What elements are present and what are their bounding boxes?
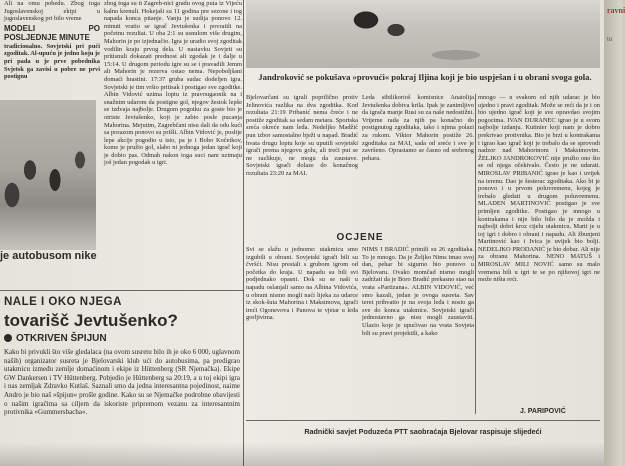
crowd-photo	[0, 100, 96, 250]
column-four-top	[362, 94, 474, 229]
left-body: tradicionalno. Sovjetski pri pući zgoditak. Al-upuću je jedno koju je pri pada u je prve pobednika Svjetsk ga zavisi u pobre ne prvi postignu	[4, 42, 100, 81]
story-headline: tovarišč Jevtušenko?	[4, 311, 178, 330]
column-three-top-body: Bjelovarčani su igrali poprilično protiv Jelinovića razlika na dva zgoditka. Kod rezultata 21:19 Pribanić nema čreće i ne postiže zgoditak sa sedam metara. Sportska sreća okreće nam leđa. Nedeljko Madžić pun izbor samostalno bježi u napad. Bradić hvata drugu loptu koje su uputili sovjetski igrači prema njegovu golu, ali treći put se ne razlikuje, ne mogu da zaustave. Sovjetski igrači dolaze do konačnog rezultata 23:20 za MAI.	[246, 94, 358, 177]
page-shadow	[0, 442, 604, 466]
handball-match-photo	[246, 0, 600, 68]
left-column-text	[4, 0, 100, 98]
photo-caption: Jandroković se pokušava »provući« pokraj Iljina koji je bio uspješan i u obrani svoga gola.	[258, 72, 592, 82]
column-two-text	[104, 0, 242, 250]
kicker: NALE I OKO NJEGA	[4, 296, 122, 308]
left-headline: MODELI PO POSLJEDNJE MINUTE	[4, 23, 100, 42]
ocjene-heading: OCJENE	[336, 232, 384, 243]
story-body-text: Kako bi privukli što više gledalaca (na ovom susretu bilo ih je oko 6 000, uglavnom naših) organizator susreta je Bjelovarski klub ući do autobusima, pa predigrao utakmicu između zemlje domaćinom i ekipe iz Hüttenberg (SR Njemačka). Ekipe GW Dankersen i TV Hüttenberg. Pobjedio je Hüttenberg sa 20:19, a u toj ekipi igra i nas zemljak Zdravko Kutlaš. Saznali smo da jedna interesantna pojedinost, naime Andro je bio naš »špijun« prošle godine. Kako su se Njemačke podrobne obavijesti o našim igračima sa ciljem da iskoriste pripremom vezanu za interesantnim protivnika »Gummersbacha«.	[4, 348, 240, 417]
column-four-bottom	[362, 246, 474, 414]
edge-snippet-red: ravni	[607, 6, 625, 15]
column-divider	[243, 0, 244, 466]
column-three-top	[246, 94, 358, 229]
column-four-top-body: Leda sibilikorioš komisnice Anatolija Jevtušenka dobiva krila. Ipak je zanimljivo da igrača manje Rusi su za naše nedostižni. Vrijeme rada za njih pa konačno do postignutog zgoditaka, tako i njima polazi za rukom. Viktor Mahorin postiže 26. zgoditaka za MAI, sada od sreće i sve je završeno. Oprastamo se časno od srebrnog pehara.	[362, 94, 474, 162]
left-top-fragment: Ali na omu pobedu. Zbog toga Jugoslavenskoj ekipi u jugoslavenskog pri bilo vreme	[4, 0, 100, 23]
edge-snippet: tu	[607, 35, 613, 43]
section-divider	[0, 290, 243, 291]
column-five-text	[478, 94, 600, 404]
bullet-icon	[4, 334, 12, 342]
column-four-bottom-body: NIMS I BRADIĆ primili su 26 zgoditaka. To je mnogo. Da je Željko Nims imao svoj dan, pehar bi sigurno bio ponovo u Bjelovaru. Ovako momčad nismo mogli zadržati da je Boro Bradić prekasno stao na vrata »Partizana«. ALBIN VIDOVIĆ, već smo kazali, jedan je ovoga susreta. Sav teret prihvatio je na svoja leđa i nosio ga sve do konca utakmice. Sovjetski igrači jednostavno ga nisu mogli zaustaviti. Ulazio koje je upućivao na vrata Sovjeta bili su pravi projektili, a kako	[362, 246, 474, 337]
bottom-banner: Radnički savjet Poduzeća PTT saobraćaja Bjelovar raspisuje slijedeći	[246, 420, 600, 443]
story-subhead	[4, 333, 242, 344]
adjacent-page-edge	[604, 0, 625, 466]
column-three-bottom-body: Svi se slažu u jednome: utakmicu smo izgubili u obrani. Sovjetski igrači bili su čvršći. Nisu prestali s grubom igrom od početka do kraja. U napadu su bili svi podjednako opasni. Dok su se naši u napadu oslanjali samo na Albina Vidovića, u obrani nismo mogli naći lijeka za udarce iz skok-šuta Mahorina i Maksimova, igrači treći Ogonevova i Panova te vjetar u leđa gorljivima.	[246, 246, 358, 322]
author-signature: J. PARIPOVIĆ	[520, 408, 566, 415]
column-two-body: zbog toga su ti Zagreb-nici gradu ovog puta iz Vijeću kalno krenuli. Hokejaši su 11 godina pre sezone i tog napada konca pitanje. Vanju je sudija ponovo 12. minuti vratio se igrač Jevtušenka i povratili na početnu rezultat. U oba 2:1 su usnulom više drugim, Mahorin je po izjednačio. Igra je uradio svoj zgoditak vodilin kraju prvog dela. U nastavku Sovjeti su pritisnuli dokazati prednost ali zgodak je i dalje u 15:14. U drugom periodu igre su se i pravadili Jemm ali Mahorin je rezerva ostao nema. Nepoboljšani domaći hrastini. 17:37 gruba sudac dodeljen igra. Sovjetski je tim vršio pritisak i postigao sve zgoditke. Albin Vidović uzima loptu iz pravougaonik na i snažnim udarom da postigne gol, njegov žestok lepše se izdvaja najbolje. Drugom pogotku za goste bio je otriste Jevtušenko, koji je zabio posle pucanja Mahorina. Mejutim, Zagrebčani nisu dali da odu kući sa porazom ponovo su prišli. Albin Vidović je, poslije lepe akcije pogodio u isto, pa je i Bobo Kočetkov, kome je pružio gol, slabo ni jednoga jedan igrač koji je dobio pas. Odmah nakon toga suci nam uzimaju još jedan pogodak u igri.	[104, 0, 242, 167]
column-five-body: mnogo — u svakom od njih udarac je bio ujedno i pravi zgoditak. Može se reći da je i on bio ujedno igrač koji je sve opravdao svojim pogocima. IVAN DURANEC igrao je u svom najbolje izdanju. Kutinier koji nam je dobro prekrivao protivnika. Bio je brzi u kontrakama i igrao kao igrač koji je trebalo da se sprovodi nadzor nad Mahorinom i Maksimovim. ŽELJKO JANDROKOVIĆ nije pružio ono što se od njega očekivalo. Često je ne udarati. MIROSLAV PRIBANIĆ igrao je kao i uvijek na terenu. Dao je šesterac zgoditaka. Ako bi je ponovo i u prvom poluvremenu, kojeg je trebalo gledati u drugom poluvremenu. MLADEN MARTINOVIĆ postigao je sve primljen zgoditke. Postigao je mnogo u kontrakama i nije bilo bilo da je možda i najbolji dobri kroz cijelu utakmicu. Marti je u toj igri i dobro i obrani i napadu. Ali žbunjeni Martinović kao i Ivica je uvijek bio bolji. NEDELJKO PRODANIĆ je bio dobar. Ali nije za obranu Mahorina. NENO MATUŠ i MIROSLAV MILI NOVIĆ samo su malo vremena bili u igri te se po njihovoj igri ne može ništa reći.	[478, 94, 600, 284]
column-three-bottom	[246, 246, 358, 414]
column-divider	[475, 94, 476, 414]
left-bottom-caption: je autobusom nike	[0, 250, 97, 262]
subhead-text: OTKRIVEN ŠPIJUN	[16, 333, 107, 344]
